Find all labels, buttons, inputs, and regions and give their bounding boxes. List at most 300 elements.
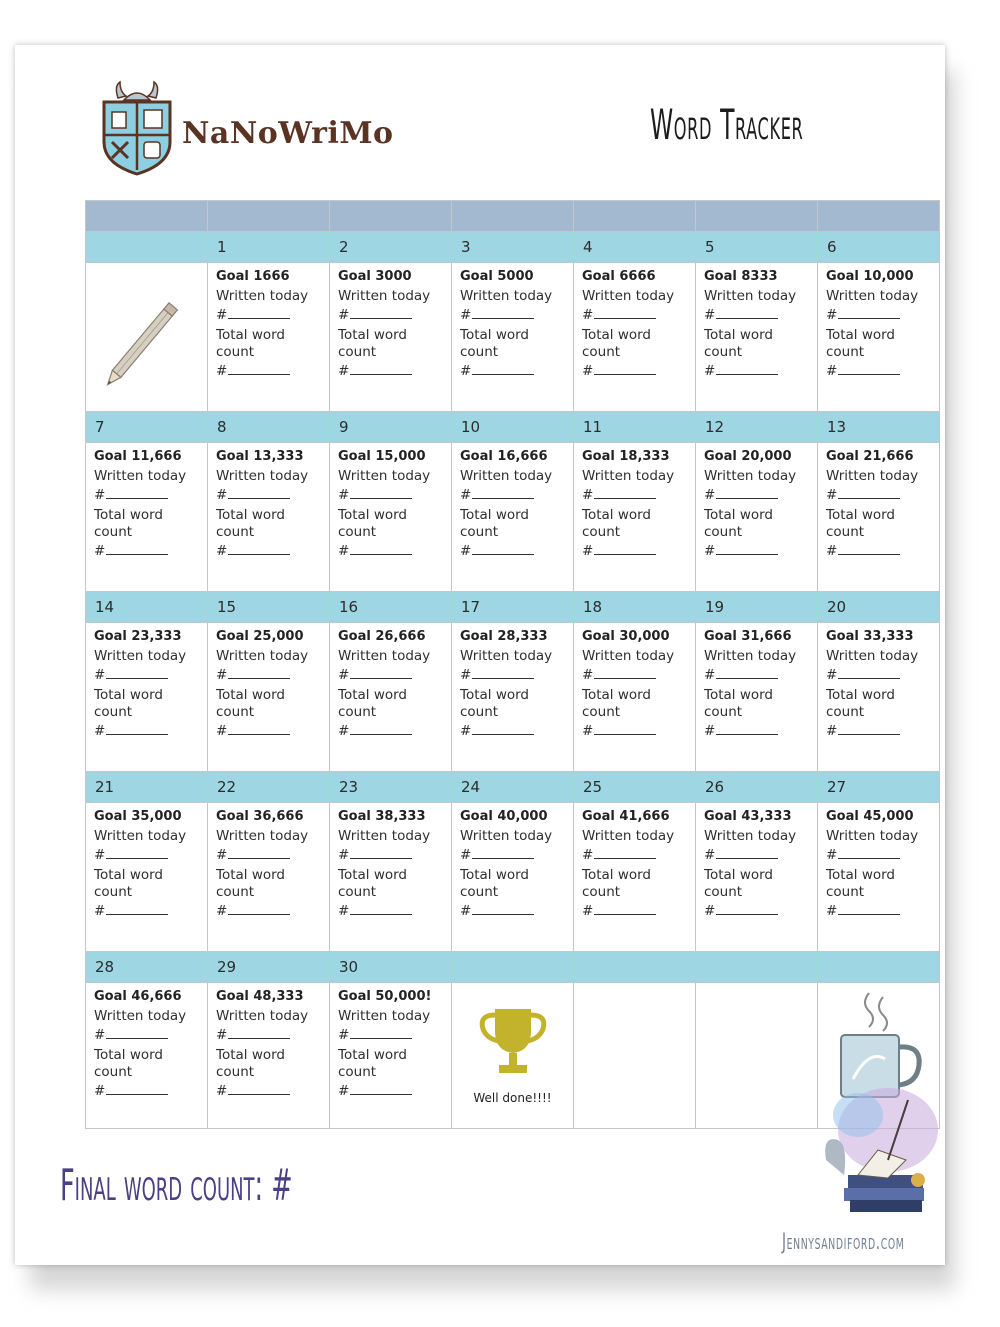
total-count-field[interactable] bbox=[94, 721, 207, 741]
hash-label: # bbox=[582, 487, 594, 503]
day-cell bbox=[818, 803, 940, 952]
written-today-label: Written today bbox=[338, 648, 431, 664]
hash-label: # bbox=[216, 1083, 228, 1099]
hash-label: # bbox=[216, 487, 228, 503]
count-label: count bbox=[826, 884, 865, 900]
written-today-field[interactable] bbox=[460, 485, 573, 505]
day-number-row bbox=[86, 592, 940, 623]
total-count-field[interactable] bbox=[216, 541, 329, 561]
written-today-field[interactable] bbox=[338, 305, 451, 325]
goal-label: Goal 21,666 bbox=[826, 449, 914, 464]
day-cell bbox=[574, 803, 696, 952]
day-number: 28 bbox=[86, 952, 208, 983]
total-count-field[interactable] bbox=[338, 901, 451, 921]
day-cell bbox=[330, 983, 452, 1129]
total-word-label: Total word bbox=[826, 327, 896, 343]
header-row bbox=[86, 201, 940, 232]
hash-label: # bbox=[826, 543, 838, 559]
day-number-row bbox=[86, 952, 940, 983]
count-label: count bbox=[826, 344, 865, 360]
final-word-count-label: Final word count: # bbox=[60, 1160, 293, 1211]
hash-label: # bbox=[582, 667, 594, 683]
total-word-label: Total word bbox=[338, 507, 408, 523]
written-today-field[interactable] bbox=[826, 485, 939, 505]
hash-label: # bbox=[704, 903, 716, 919]
written-today-field[interactable] bbox=[94, 845, 207, 865]
header-cell bbox=[696, 201, 818, 232]
written-today-label: Written today bbox=[216, 468, 309, 484]
header-cell bbox=[86, 201, 208, 232]
page-title: Word Tracker bbox=[650, 100, 804, 149]
day-cell bbox=[208, 803, 330, 952]
empty-number-cell bbox=[86, 232, 208, 263]
day-number-row bbox=[86, 232, 940, 263]
written-today-field[interactable] bbox=[460, 845, 573, 865]
written-today-field[interactable] bbox=[582, 305, 695, 325]
day-number: 17 bbox=[452, 592, 574, 623]
pencil-cell bbox=[86, 263, 208, 412]
total-word-label: Total word bbox=[216, 687, 286, 703]
hash-label: # bbox=[216, 307, 228, 323]
day-number: 21 bbox=[86, 772, 208, 803]
day-number: 20 bbox=[818, 592, 940, 623]
written-today-field[interactable] bbox=[216, 845, 329, 865]
goal-label: Goal 3000 bbox=[338, 269, 412, 284]
day-cell bbox=[86, 803, 208, 952]
goal-label: Goal 15,000 bbox=[338, 449, 426, 464]
day-cell bbox=[452, 443, 574, 592]
hash-label: # bbox=[582, 543, 594, 559]
well-done-label: Well done!!!! bbox=[473, 1091, 552, 1105]
total-word-label: Total word bbox=[582, 687, 652, 703]
goal-label: Goal 20,000 bbox=[704, 449, 792, 464]
total-count-field[interactable] bbox=[94, 541, 207, 561]
count-label: count bbox=[704, 884, 743, 900]
written-today-label: Written today bbox=[582, 468, 675, 484]
total-count-field[interactable] bbox=[460, 721, 573, 741]
goal-label: Goal 13,333 bbox=[216, 449, 304, 464]
written-today-field[interactable] bbox=[582, 665, 695, 685]
total-word-label: Total word bbox=[216, 507, 286, 523]
written-today-field[interactable] bbox=[704, 845, 817, 865]
goal-label: Goal 1666 bbox=[216, 269, 290, 284]
day-cell bbox=[696, 623, 818, 772]
hash-label: # bbox=[338, 667, 350, 683]
total-word-label: Total word bbox=[826, 507, 896, 523]
total-word-label: Total word bbox=[338, 327, 408, 343]
day-number: 12 bbox=[696, 412, 818, 443]
total-word-label: Total word bbox=[826, 867, 896, 883]
hash-label: # bbox=[460, 847, 472, 863]
count-label: count bbox=[582, 524, 621, 540]
total-count-field[interactable] bbox=[338, 361, 451, 381]
goal-label: Goal 23,333 bbox=[94, 629, 182, 644]
goal-label: Goal 26,666 bbox=[338, 629, 426, 644]
count-label: count bbox=[460, 884, 499, 900]
day-number: 13 bbox=[818, 412, 940, 443]
day-number: 11 bbox=[574, 412, 696, 443]
written-today-field[interactable] bbox=[216, 665, 329, 685]
day-cell bbox=[696, 803, 818, 952]
total-count-field[interactable] bbox=[704, 541, 817, 561]
day-number: 7 bbox=[86, 412, 208, 443]
written-today-field[interactable] bbox=[216, 1025, 329, 1045]
hash-label: # bbox=[338, 363, 350, 379]
written-today-label: Written today bbox=[338, 288, 431, 304]
day-cell bbox=[330, 443, 452, 592]
goal-label: Goal 50,000! bbox=[338, 989, 432, 1004]
goal-label: Goal 40,000 bbox=[460, 809, 548, 824]
goal-label: Goal 38,333 bbox=[338, 809, 426, 824]
count-label: count bbox=[338, 344, 377, 360]
day-body-row bbox=[86, 803, 940, 952]
written-today-label: Written today bbox=[826, 648, 919, 664]
total-count-field[interactable] bbox=[704, 361, 817, 381]
written-today-label: Written today bbox=[826, 288, 919, 304]
written-today-label: Written today bbox=[216, 828, 309, 844]
written-today-field[interactable] bbox=[338, 1025, 451, 1045]
total-count-field[interactable] bbox=[582, 361, 695, 381]
total-count-field[interactable] bbox=[216, 1081, 329, 1101]
written-today-field[interactable] bbox=[826, 305, 939, 325]
day-body-row bbox=[86, 443, 940, 592]
written-today-label: Written today bbox=[216, 1008, 309, 1024]
goal-label: Goal 6666 bbox=[582, 269, 656, 284]
written-today-label: Written today bbox=[704, 648, 797, 664]
empty-cell bbox=[574, 983, 696, 1129]
written-today-label: Written today bbox=[338, 468, 431, 484]
written-today-label: Written today bbox=[460, 288, 553, 304]
count-label: count bbox=[94, 884, 133, 900]
written-today-label: Written today bbox=[460, 468, 553, 484]
count-label: count bbox=[216, 344, 255, 360]
total-count-field[interactable] bbox=[582, 541, 695, 561]
written-today-label: Written today bbox=[582, 828, 675, 844]
goal-label: Goal 43,333 bbox=[704, 809, 792, 824]
total-count-field[interactable] bbox=[216, 361, 329, 381]
day-cell bbox=[818, 443, 940, 592]
written-today-label: Written today bbox=[94, 1008, 187, 1024]
count-label: count bbox=[216, 524, 255, 540]
day-number: 16 bbox=[330, 592, 452, 623]
hash-label: # bbox=[582, 847, 594, 863]
count-label: count bbox=[338, 1064, 377, 1080]
count-label: count bbox=[460, 344, 499, 360]
written-today-field[interactable] bbox=[826, 665, 939, 685]
total-count-field[interactable] bbox=[826, 901, 939, 921]
total-word-label: Total word bbox=[94, 687, 164, 703]
day-number: 14 bbox=[86, 592, 208, 623]
goal-label: Goal 28,333 bbox=[460, 629, 548, 644]
day-cell bbox=[574, 443, 696, 592]
hash-label: # bbox=[216, 847, 228, 863]
total-count-field[interactable] bbox=[460, 541, 573, 561]
total-count-field[interactable] bbox=[94, 901, 207, 921]
hash-label: # bbox=[338, 487, 350, 503]
hash-label: # bbox=[826, 667, 838, 683]
hash-label: # bbox=[216, 363, 228, 379]
total-word-label: Total word bbox=[216, 327, 286, 343]
written-today-field[interactable] bbox=[704, 305, 817, 325]
day-cell bbox=[574, 623, 696, 772]
total-count-field[interactable] bbox=[460, 901, 573, 921]
day-cell bbox=[208, 443, 330, 592]
hash-label: # bbox=[704, 307, 716, 323]
total-word-label: Total word bbox=[216, 1047, 286, 1063]
total-word-label: Total word bbox=[338, 867, 408, 883]
goal-label: Goal 18,333 bbox=[582, 449, 670, 464]
total-word-label: Total word bbox=[94, 867, 164, 883]
total-count-field[interactable] bbox=[338, 1081, 451, 1101]
day-number: 5 bbox=[696, 232, 818, 263]
hash-label: # bbox=[826, 847, 838, 863]
hash-label: # bbox=[460, 543, 472, 559]
day-cell bbox=[86, 623, 208, 772]
hash-label: # bbox=[704, 667, 716, 683]
written-today-label: Written today bbox=[704, 468, 797, 484]
header-cell bbox=[208, 201, 330, 232]
goal-label: Goal 36,666 bbox=[216, 809, 304, 824]
written-today-field[interactable] bbox=[704, 665, 817, 685]
total-count-field[interactable] bbox=[338, 541, 451, 561]
count-label: count bbox=[582, 884, 621, 900]
hash-label: # bbox=[460, 307, 472, 323]
goal-label: Goal 45,000 bbox=[826, 809, 914, 824]
day-number: 4 bbox=[574, 232, 696, 263]
written-today-field[interactable] bbox=[704, 485, 817, 505]
hash-label: # bbox=[94, 487, 106, 503]
day-number-row bbox=[86, 772, 940, 803]
written-today-label: Written today bbox=[94, 648, 187, 664]
day-cell bbox=[330, 623, 452, 772]
hash-label: # bbox=[460, 723, 472, 739]
header-cell bbox=[818, 201, 940, 232]
written-today-field[interactable] bbox=[338, 665, 451, 685]
count-label: count bbox=[826, 524, 865, 540]
hash-label: # bbox=[338, 1027, 350, 1043]
empty-number-cell bbox=[696, 952, 818, 983]
hash-label: # bbox=[460, 903, 472, 919]
day-cell bbox=[208, 263, 330, 412]
goal-label: Goal 11,666 bbox=[94, 449, 182, 464]
hash-label: # bbox=[338, 847, 350, 863]
hash-label: # bbox=[704, 847, 716, 863]
empty-number-cell bbox=[452, 952, 574, 983]
written-today-field[interactable] bbox=[94, 485, 207, 505]
hash-label: # bbox=[94, 903, 106, 919]
day-number: 26 bbox=[696, 772, 818, 803]
hash-label: # bbox=[826, 723, 838, 739]
written-today-label: Written today bbox=[94, 828, 187, 844]
count-label: count bbox=[216, 704, 255, 720]
hash-label: # bbox=[338, 307, 350, 323]
goal-label: Goal 33,333 bbox=[826, 629, 914, 644]
hash-label: # bbox=[826, 307, 838, 323]
count-label: count bbox=[460, 524, 499, 540]
day-cell bbox=[330, 263, 452, 412]
day-number: 22 bbox=[208, 772, 330, 803]
count-label: count bbox=[582, 344, 621, 360]
day-body-row bbox=[86, 623, 940, 772]
site-credit: Jennysandiford.com bbox=[782, 1230, 905, 1255]
total-count-field[interactable] bbox=[216, 721, 329, 741]
count-label: count bbox=[704, 704, 743, 720]
total-word-label: Total word bbox=[460, 867, 530, 883]
header-cell bbox=[574, 201, 696, 232]
count-label: count bbox=[582, 704, 621, 720]
hash-label: # bbox=[582, 903, 594, 919]
empty-number-cell bbox=[574, 952, 696, 983]
hash-label: # bbox=[338, 723, 350, 739]
day-number: 18 bbox=[574, 592, 696, 623]
total-word-label: Total word bbox=[704, 327, 774, 343]
count-label: count bbox=[216, 1064, 255, 1080]
hash-label: # bbox=[94, 847, 106, 863]
count-label: count bbox=[94, 1064, 133, 1080]
day-number: 10 bbox=[452, 412, 574, 443]
written-today-field[interactable] bbox=[94, 1025, 207, 1045]
hash-label: # bbox=[704, 363, 716, 379]
written-today-label: Written today bbox=[216, 648, 309, 664]
total-word-label: Total word bbox=[94, 1047, 164, 1063]
goal-label: Goal 5000 bbox=[460, 269, 534, 284]
written-today-label: Written today bbox=[94, 468, 187, 484]
written-today-field[interactable] bbox=[582, 845, 695, 865]
count-label: count bbox=[826, 704, 865, 720]
hash-label: # bbox=[826, 363, 838, 379]
day-number: 24 bbox=[452, 772, 574, 803]
hash-label: # bbox=[338, 903, 350, 919]
day-cell bbox=[86, 443, 208, 592]
hash-label: # bbox=[338, 1083, 350, 1099]
header-cell bbox=[330, 201, 452, 232]
day-cell bbox=[208, 623, 330, 772]
day-cell bbox=[574, 263, 696, 412]
pencil-icon bbox=[94, 287, 194, 397]
goal-label: Goal 10,000 bbox=[826, 269, 914, 284]
count-label: count bbox=[216, 884, 255, 900]
hash-label: # bbox=[460, 487, 472, 503]
hash-label: # bbox=[704, 543, 716, 559]
hash-label: # bbox=[216, 903, 228, 919]
hash-label: # bbox=[704, 487, 716, 503]
total-count-field[interactable] bbox=[826, 361, 939, 381]
total-count-field[interactable] bbox=[826, 541, 939, 561]
written-today-field[interactable] bbox=[216, 305, 329, 325]
total-word-label: Total word bbox=[582, 507, 652, 523]
hash-label: # bbox=[460, 363, 472, 379]
written-today-field[interactable] bbox=[338, 485, 451, 505]
count-label: count bbox=[94, 704, 133, 720]
shield-logo-icon bbox=[98, 80, 176, 176]
trophy-icon bbox=[473, 1001, 553, 1081]
calendar-table bbox=[85, 200, 940, 1129]
written-today-field[interactable] bbox=[460, 665, 573, 685]
written-today-field[interactable] bbox=[216, 485, 329, 505]
day-number: 23 bbox=[330, 772, 452, 803]
total-word-label: Total word bbox=[704, 687, 774, 703]
written-today-label: Written today bbox=[826, 468, 919, 484]
count-label: count bbox=[460, 704, 499, 720]
day-cell bbox=[818, 623, 940, 772]
total-count-field[interactable] bbox=[704, 901, 817, 921]
hash-label: # bbox=[216, 543, 228, 559]
day-number: 15 bbox=[208, 592, 330, 623]
header-cell bbox=[452, 201, 574, 232]
total-count-field[interactable] bbox=[216, 901, 329, 921]
day-number: 8 bbox=[208, 412, 330, 443]
day-number: 1 bbox=[208, 232, 330, 263]
total-count-field[interactable] bbox=[582, 721, 695, 741]
total-count-field[interactable] bbox=[338, 721, 451, 741]
total-count-field[interactable] bbox=[94, 1081, 207, 1101]
total-word-label: Total word bbox=[582, 327, 652, 343]
written-today-field[interactable] bbox=[94, 665, 207, 685]
day-cell bbox=[818, 263, 940, 412]
goal-label: Goal 48,333 bbox=[216, 989, 304, 1004]
written-today-field[interactable] bbox=[338, 845, 451, 865]
hash-label: # bbox=[94, 543, 106, 559]
day-number: 30 bbox=[330, 952, 452, 983]
day-cell bbox=[696, 443, 818, 592]
hash-label: # bbox=[216, 1027, 228, 1043]
day-cell bbox=[696, 263, 818, 412]
empty-number-cell bbox=[818, 952, 940, 983]
total-count-field[interactable] bbox=[460, 361, 573, 381]
day-number: 27 bbox=[818, 772, 940, 803]
total-word-label: Total word bbox=[460, 327, 530, 343]
brand-name: NaNoWriMo bbox=[182, 116, 394, 151]
total-count-field[interactable] bbox=[582, 901, 695, 921]
hash-label: # bbox=[460, 667, 472, 683]
goal-label: Goal 35,000 bbox=[94, 809, 182, 824]
day-number-row bbox=[86, 412, 940, 443]
count-label: count bbox=[338, 524, 377, 540]
total-word-label: Total word bbox=[704, 507, 774, 523]
total-word-label: Total word bbox=[216, 867, 286, 883]
day-number: 3 bbox=[452, 232, 574, 263]
count-label: count bbox=[94, 524, 133, 540]
written-today-label: Written today bbox=[582, 288, 675, 304]
total-word-label: Total word bbox=[338, 1047, 408, 1063]
hash-label: # bbox=[704, 723, 716, 739]
total-word-label: Total word bbox=[338, 687, 408, 703]
hash-label: # bbox=[216, 723, 228, 739]
goal-label: Goal 30,000 bbox=[582, 629, 670, 644]
written-today-field[interactable] bbox=[460, 305, 573, 325]
hash-label: # bbox=[94, 1027, 106, 1043]
written-today-label: Written today bbox=[704, 288, 797, 304]
written-today-label: Written today bbox=[338, 828, 431, 844]
hash-label: # bbox=[94, 723, 106, 739]
day-number: 25 bbox=[574, 772, 696, 803]
day-number: 2 bbox=[330, 232, 452, 263]
day-cell bbox=[330, 803, 452, 952]
empty-cell bbox=[696, 983, 818, 1129]
goal-label: Goal 46,666 bbox=[94, 989, 182, 1004]
day-body-row bbox=[86, 983, 940, 1129]
day-cell bbox=[452, 803, 574, 952]
written-today-field[interactable] bbox=[582, 485, 695, 505]
day-body-row bbox=[86, 263, 940, 412]
hash-label: # bbox=[94, 667, 106, 683]
written-today-field[interactable] bbox=[826, 845, 939, 865]
total-count-field[interactable] bbox=[704, 721, 817, 741]
count-label: count bbox=[338, 884, 377, 900]
count-label: count bbox=[704, 524, 743, 540]
total-word-label: Total word bbox=[704, 867, 774, 883]
total-count-field[interactable] bbox=[826, 721, 939, 741]
